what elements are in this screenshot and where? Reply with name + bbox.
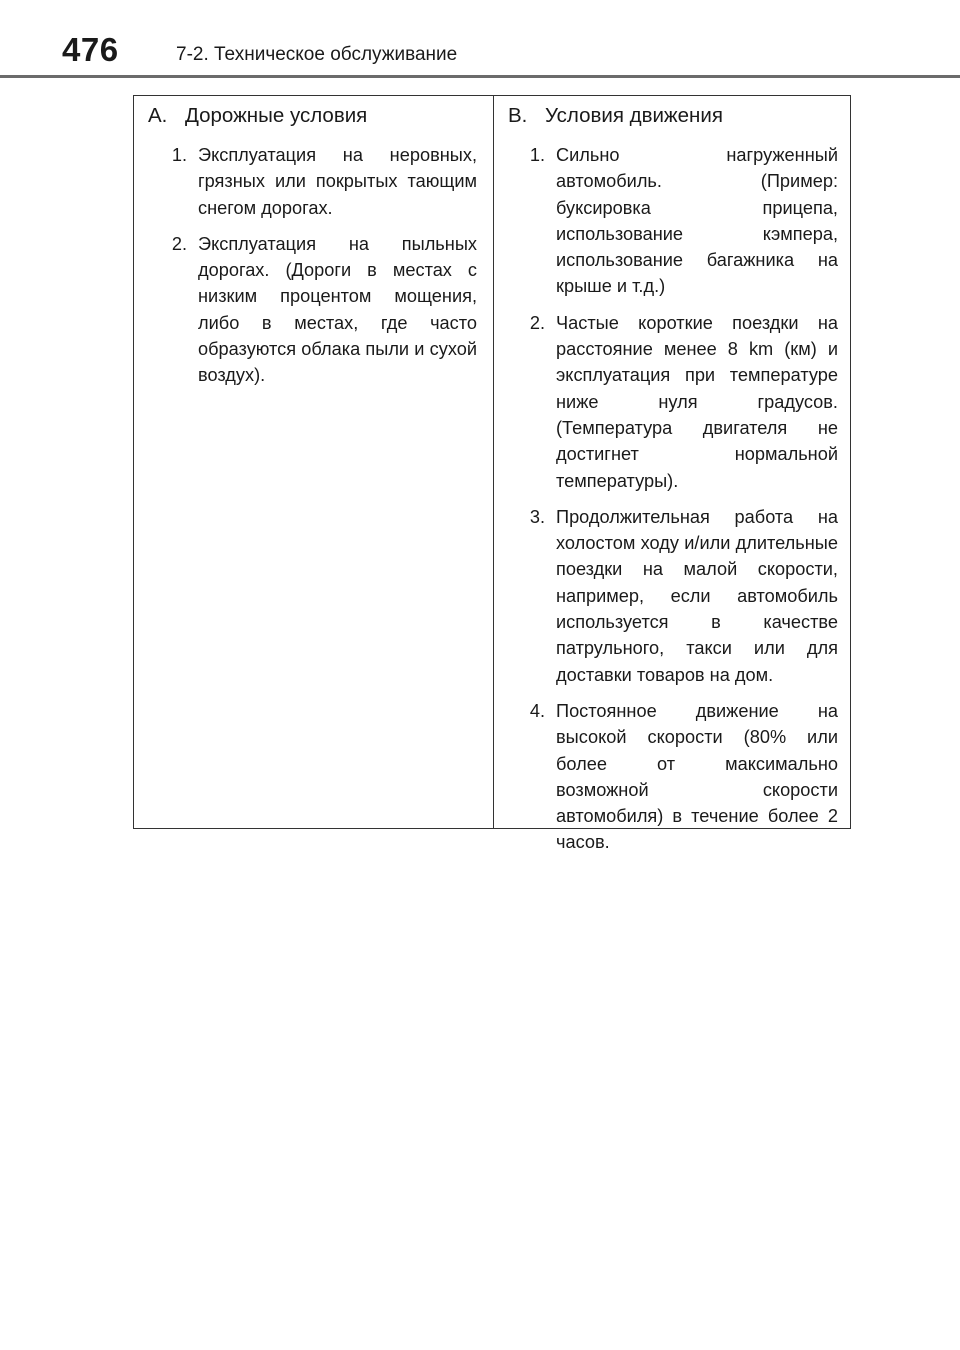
conditions-table [133, 95, 851, 853]
column-title: Условия движения [545, 104, 723, 127]
item-text: Эксплуатация на пыльных дорогах. (Дороги в местах с низким процентом мощения, либо в местах, где часто образуются облака пыли и сухой воздух). [198, 233, 477, 386]
column-letter: B. [508, 104, 528, 127]
driving-conditions-heading [508, 103, 838, 129]
page-number: 476 [62, 31, 119, 68]
column-letter: A. [148, 104, 168, 127]
list-item [508, 310, 838, 494]
driving-conditions-column [494, 96, 850, 853]
item-number: 2. [529, 312, 545, 333]
item-text: Частые короткие поездки на расстояние менее 8 km (км) и эксплуатация при температуре ниже нуля градусов. (Температура двигателя не достигнет нормальной температуры). [556, 312, 838, 491]
item-number: 1. [171, 145, 187, 165]
item-text: Продолжительная работа на холостом ходу и/или длительные поездки на малой скорости, например, если автомобиль используется в качестве патрульного, такси или для доставки товаров на дом. [556, 506, 838, 685]
road-conditions-column [134, 96, 494, 828]
list-item [148, 142, 477, 221]
item-number: 3. [529, 506, 545, 527]
road-conditions-heading [148, 103, 477, 129]
page-header [0, 0, 960, 80]
list-item [508, 142, 838, 300]
item-text: Эксплуатация на неровных, грязных или покрытых тающим снегом дорогах. [198, 145, 477, 218]
item-number: 1. [529, 145, 545, 165]
item-text: Сильно нагруженный автомобиль. (Пример: буксировка прицепа, использование кэмпера, использование багажника на крыше и т.д.) [556, 145, 838, 297]
list-item [148, 231, 477, 389]
item-number: 4. [529, 700, 545, 721]
list-item [508, 504, 838, 688]
item-text: Постоянное движение на высокой скорости (80% или более от максимально возможной скорости автомобиля) в течение более 2 часов. [556, 700, 838, 853]
column-title: Дорожные условия [185, 104, 368, 127]
list-item [508, 698, 838, 856]
item-number: 2. [171, 233, 187, 254]
section-title: 7-2. Техническое обслуживание [176, 44, 458, 65]
header-divider [0, 75, 960, 78]
